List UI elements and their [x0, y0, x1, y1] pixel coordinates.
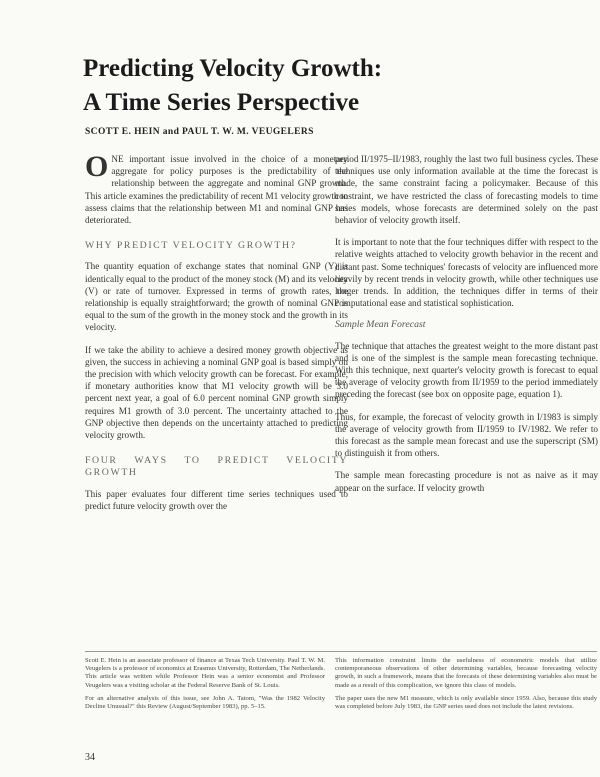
paragraph: The technique that attaches the greatest weight to the more distant past and is one of the simplest is the sample mean forecasting technique. With this technique, next quarter's velocity growth is forecast to equal the average of velocity growth from II/1959 to the period immediately preceding the forecast (see box on opposite page, equation 1).: [335, 340, 598, 400]
title-line-1: Predicting Velocity Growth:: [83, 55, 383, 82]
subsection-heading-sample-mean: Sample Mean Forecast: [335, 319, 426, 331]
paragraph: It is important to note that the four techniques differ with respect to the relative weights attached to velocity growth behavior in the recent and distant past. Some techniques' forecasts of velocity are influenced more heavily by recent trends in velocity growth, while other techniques use longer trends. In addition, the techniques differ in terms of their computational ease and statistical sophistication.: [335, 237, 598, 309]
section-heading-four-ways: FOUR WAYS TO PREDICT VELOCITY GROWTH: [85, 455, 348, 479]
left-column: [85, 150, 348, 522]
paragraph: If we take the ability to achieve a desired money growth objective as given, the success in achieving a nominal GNP goal is based simply on the precision with which velocity growth can be forecast. For example, if monetary authorities know that M1 velocity growth will be 3.0 percent next year, a goal of 6.0 percent nominal GNP growth simply requires M1 growth of 3.0 percent. The uncertainty attached to the GNP objective then depends on the uncertainty attached to predicting velocity growth.: [85, 344, 348, 441]
footnote: The paper uses the new M1 measure, which is only available since 1959. Also, because this study was completed before July 1983, the GNP series used does not include the latest revisions.: [335, 694, 597, 711]
footnote: This information constraint limits the usefulness of econometric models that utilize contemporaneous observations of other determining variables, because forecasting velocity growth, in such a framework, means that the forecasts of these determining variables also must be made as a result of this complication, we ignore this class of models.: [335, 657, 597, 689]
article-title: [83, 52, 382, 120]
paragraph: Thus, for example, the forecast of velocity growth in I/1983 is simply the average of velocity growth from II/1959 to IV/1982. We refer to this forecast as the sample mean forecast and use the superscript (SM) to distinguish it from others.: [335, 411, 598, 459]
footnote-divider: [85, 651, 597, 652]
footnote: For an alternative analysis of this issue, see John A. Tatom, "Was the 1982 Velocity Decline Unusual?" this Review (August/September 1983), pp. 5–15.: [85, 694, 325, 711]
paragraph: period II/1975–II/1983, roughly the last two full business cycles. These techniques use only information available at the time the forecast is made, the same constraint facing a policymaker. Because of this constraint, we have restricted the class of forecasting models to time series models, whose forecasts are determined solely on the past behavior of velocity growth itself.: [335, 154, 598, 226]
section-heading-why-predict: WHY PREDICT VELOCITY GROWTH?: [85, 240, 297, 252]
page-number: 34: [85, 752, 95, 763]
paragraph: This paper evaluates four different time series techniques used to predict future velocity growth over the: [85, 488, 348, 511]
authors-byline: SCOTT E. HEIN and PAUL T. W. M. VEUGELERS: [85, 127, 314, 137]
footnotes-right: [335, 657, 597, 716]
footnotes-left: [85, 657, 325, 716]
footnote: Scott E. Hein is an associate professor of finance at Texas Tech University. Paul T. W. M. Veugelers is a professor of economics at Erasmus University, Rotterdam, The Netherlands. This article was written while Professor Hein was a senior economist and Professor Veugelers was a visiting scholar at the Federal Reserve Bank of St. Louis.: [85, 657, 325, 689]
title-line-2: A Time Series Perspective: [83, 89, 360, 116]
right-column: [335, 153, 598, 504]
paragraph: The sample mean forecasting procedure is not as naive as it may appear on the surface. If velocity growth: [335, 470, 598, 493]
intro-paragraph: ONE important issue involved in the choice of a monetary aggregate for policy purposes is the predictability of the relationship between the aggregate and nominal GNP growth. This article examines the predictability of recent M1 velocity growth to assess claims that the relationship between M1 and nominal GNP has deteriorated.: [85, 150, 348, 226]
paragraph: The quantity equation of exchange states that nominal GNP (Y) is identically equal to the product of the money stock (M) and its velocity (V) or rate of turnover. Expressed in terms of growth rates, the relationship is equally straightforward; the growth of nominal GNP is equal to the sum of the growth in the money stock and the growth in its velocity.: [85, 261, 348, 333]
drop-cap: O: [85, 150, 109, 183]
